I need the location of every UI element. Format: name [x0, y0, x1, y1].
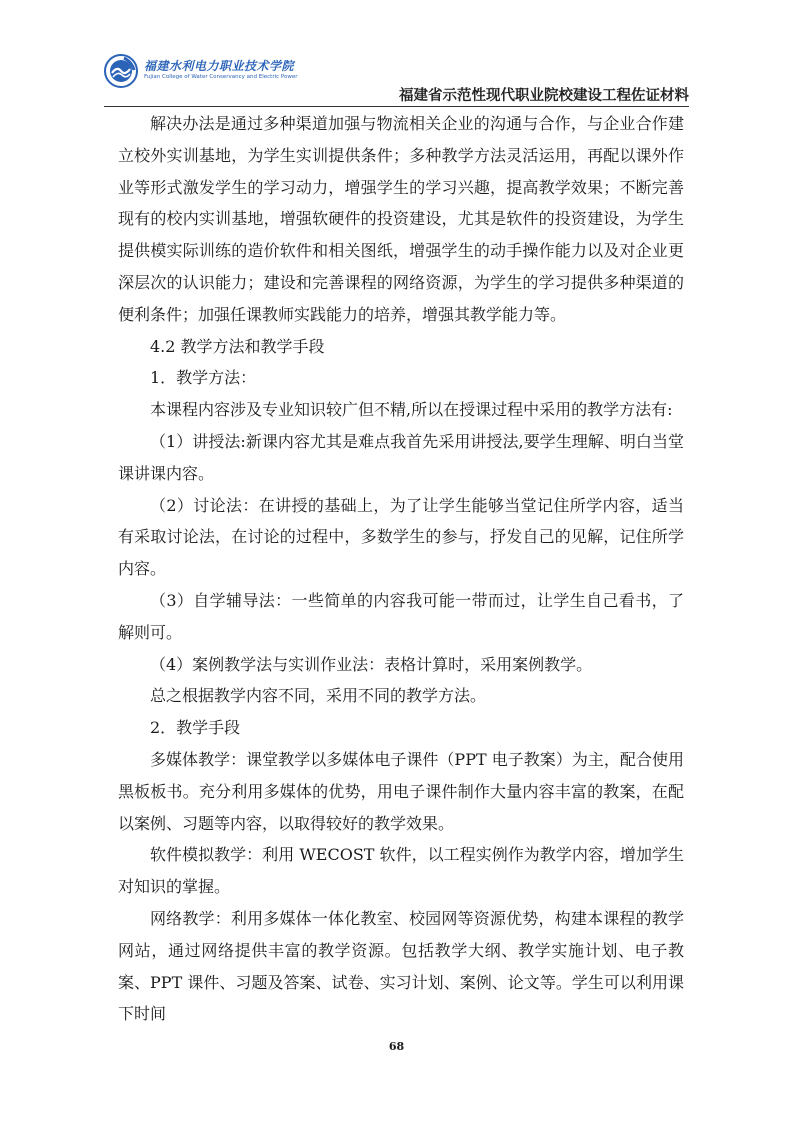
- college-emblem-icon: [104, 54, 138, 88]
- paragraph-network-teaching: 网络教学：利用多媒体一体化教室、校园网等资源优势，构建本课程的教学网站，通过网络提供丰富的教学资源。包括教学大纲、教学实施计划、电子教案、PPT 课件、习题及答案、试卷、实习计划、案例、论文等。学生可以利用课下时间: [118, 908, 684, 1024]
- list-item-self-study: （3）自学辅导法：一些简单的内容我可能一带而过，让学生自己看书，了解则可。: [118, 590, 684, 642]
- section-heading-4-2: 4.2 教学方法和教学手段: [150, 336, 325, 356]
- page-header: [104, 40, 689, 104]
- list-item-discussion: （2）讨论法：在讲授的基础上，为了让学生能够当堂记住所学内容，适当有采取讨论法，在讨论的过程中，多数学生的参与，抒发自己的见解，记住所学内容。: [118, 495, 684, 579]
- document-body: [118, 108, 684, 1030]
- logo-chinese-name: 福建水利电力职业技术学院: [144, 59, 295, 73]
- paragraph-solution: 解决办法是通过多种渠道加强与物流相关企业的沟通与合作，与企业合作建立校外实训基地，为学生实训提供条件；多种教学方法灵活运用，再配以课外作业等形式激发学生的学习动力，增强学生的学习兴趣，提高教学效果；不断完善现有的校内实训基地，增强软硬件的投资建设，尤其是软件的投资建设，为学生提供模实际训练的造价软件和相关图纸，增强学生的动手操作能力以及对企业更深层次的认识能力；建设和完善课程的网络资源，为学生的学习提供多种渠道的便利条件；加强任课教师实践能力的培养，增强其教学能力等。: [118, 114, 684, 324]
- page-number: 68: [388, 1040, 405, 1053]
- paragraph-multimedia: 多媒体教学：课堂教学以多媒体电子课件（PPT 电子教案）为主，配合使用黑板板书。充分利用多媒体的优势，用电子课件制作大量内容丰富的教案，在配以案例、习题等内容，以取得较好的教学效果。: [118, 749, 684, 833]
- header-divider: [104, 106, 689, 107]
- subheading-teaching-methods: 1．教学方法：: [150, 368, 257, 388]
- college-logo: [104, 54, 298, 88]
- logo-english-name: Fujian College of Water Conservancy and Electric Power: [144, 74, 298, 80]
- paragraph-methods-intro: 本课程内容涉及专业知识较广但不精,所以在授课过程中采用的教学方法有:: [150, 400, 673, 420]
- paragraph-summary: 总之根据教学内容不同，采用不同的教学方法。: [150, 686, 487, 706]
- paragraph-software-simulation: 软件模拟教学：利用 WECOST 软件，以工程实例作为教学内容，增加学生对知识的掌握。: [118, 845, 684, 897]
- subheading-teaching-means: 2．教学手段: [150, 718, 241, 738]
- list-item-lecture: （1）讲授法:新课内容尤其是难点我首先采用讲授法,要学生理解、明白当堂课讲课内容。: [118, 431, 684, 483]
- header-title: 福建省示范性现代职业院校建设工程佐证材料: [399, 88, 689, 104]
- list-item-case-study: （4）案例教学法与实训作业法：表格计算时，采用案例教学。: [150, 654, 593, 674]
